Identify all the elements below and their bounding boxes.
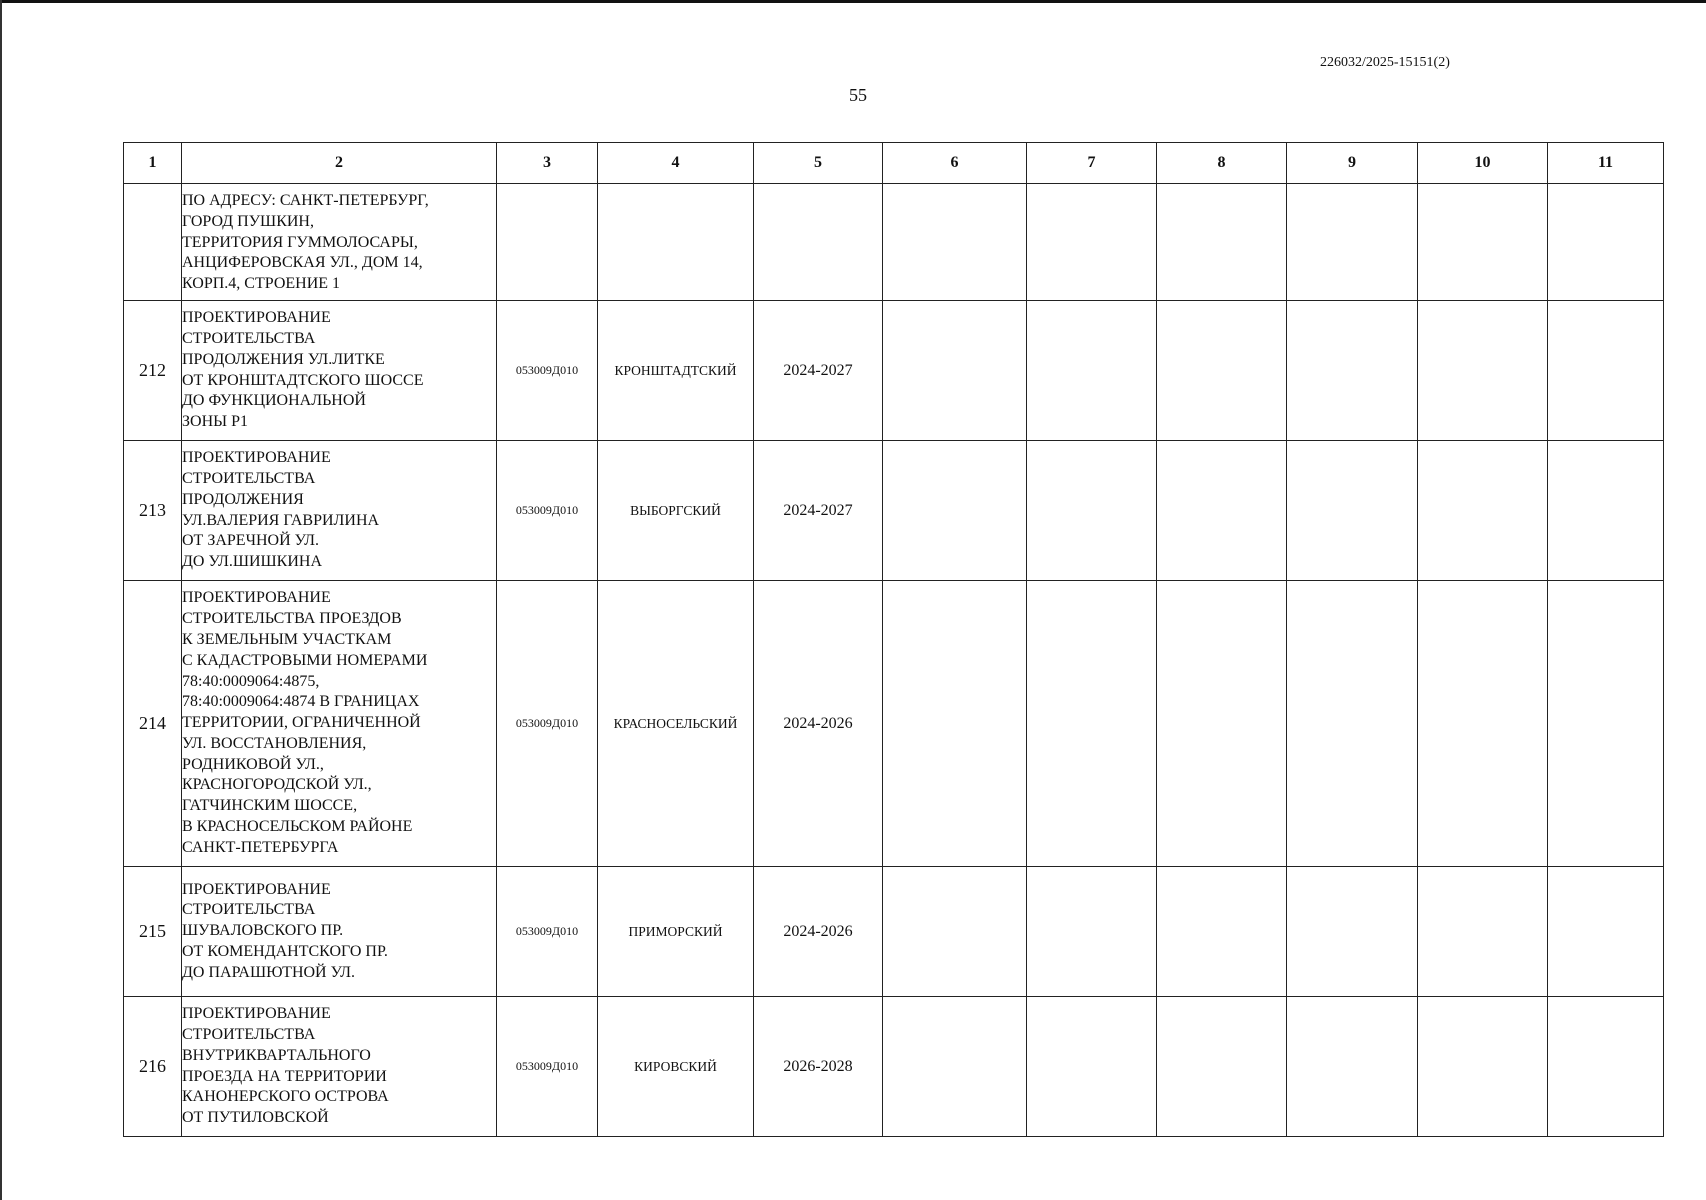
row-number [124, 184, 182, 301]
empty-cell [1157, 581, 1287, 867]
description-line: ВНУТРИКВАРТАЛЬНОГО [182, 1046, 371, 1064]
empty-cell [1548, 301, 1664, 441]
row-number: 216 [124, 997, 182, 1137]
empty-cell [1157, 441, 1287, 581]
description-line: КОРП.4, СТРОЕНИЕ 1 [182, 275, 341, 293]
empty-cell [883, 581, 1027, 867]
empty-cell [1418, 581, 1548, 867]
description-line: ПРОЕКТИРОВАНИЕ [182, 1005, 331, 1023]
row-period: 2024-2026 [754, 867, 883, 997]
description-line: ДО ФУНКЦИОНАЛЬНОЙ [182, 392, 366, 410]
empty-cell [1548, 184, 1664, 301]
empty-cell [1287, 867, 1418, 997]
row-description [182, 867, 497, 997]
empty-cell [1027, 997, 1157, 1137]
row-district: ПРИМОРСКИЙ [598, 867, 754, 997]
empty-cell [1027, 301, 1157, 441]
registry-table [123, 142, 1664, 1137]
description-line: ПРОЕКТИРОВАНИЕ [182, 880, 331, 898]
row-district: КРОНШТАДТСКИЙ [598, 301, 754, 441]
description-line: ПРОЕЗДА НА ТЕРРИТОРИИ [182, 1067, 387, 1085]
description-line: С КАДАСТРОВЫМИ НОМЕРАМИ [182, 651, 428, 669]
table-row [124, 997, 1664, 1137]
column-header: 3 [497, 143, 598, 184]
row-description [182, 581, 497, 867]
document-reference-number: 226032/2025-15151(2) [1320, 55, 1450, 70]
empty-cell [1027, 581, 1157, 867]
description-line: ТЕРРИТОРИЯ ГУММОЛОСАРЫ, [182, 233, 418, 251]
empty-cell [883, 867, 1027, 997]
column-header: 10 [1418, 143, 1548, 184]
description-line: ТЕРРИТОРИИ, ОГРАНИЧЕННОЙ [182, 714, 421, 732]
scan-edge-top [0, 0, 1706, 3]
description-line: СТРОИТЕЛЬСТВА [182, 329, 316, 347]
description-line: ГОРОД ПУШКИН, [182, 212, 314, 230]
column-header: 6 [883, 143, 1027, 184]
row-period: 2024-2027 [754, 301, 883, 441]
column-header: 9 [1287, 143, 1418, 184]
description-line: ПО АДРЕСУ: САНКТ-ПЕТЕРБУРГ, [182, 192, 429, 209]
empty-cell [1157, 867, 1287, 997]
row-description [182, 997, 497, 1137]
row-district: КРАСНОСЕЛЬСКИЙ [598, 581, 754, 867]
table-row [124, 867, 1664, 997]
column-header: 7 [1027, 143, 1157, 184]
row-code: 053009Д010 [497, 581, 598, 867]
row-description [182, 441, 497, 581]
empty-cell [1418, 997, 1548, 1137]
empty-cell [1418, 301, 1548, 441]
description-line: ШУВАЛОВСКОГО ПР. [182, 922, 344, 940]
empty-cell [1418, 441, 1548, 581]
description-line: УЛ.ВАЛЕРИЯ ГАВРИЛИНА [182, 511, 380, 529]
scan-edge-left [0, 0, 2, 1200]
empty-cell [1287, 441, 1418, 581]
empty-cell [883, 184, 1027, 301]
row-code [497, 184, 598, 301]
row-number: 212 [124, 301, 182, 441]
description-line: ОТ КРОНШТАДТСКОГО ШОССЕ [182, 371, 424, 389]
empty-cell [1287, 581, 1418, 867]
description-line: ПРОЕКТИРОВАНИЕ [182, 309, 331, 327]
column-header: 8 [1157, 143, 1287, 184]
empty-cell [1418, 184, 1548, 301]
description-line: В КРАСНОСЕЛЬСКОМ РАЙОНЕ [182, 818, 413, 836]
description-line: СТРОИТЕЛЬСТВА [182, 469, 316, 487]
description-line: ПРОЕКТИРОВАНИЕ [182, 589, 331, 607]
row-description [182, 184, 497, 301]
row-description [182, 301, 497, 441]
empty-cell [1548, 867, 1664, 997]
row-district: КИРОВСКИЙ [598, 997, 754, 1137]
table-row [124, 301, 1664, 441]
empty-cell [1157, 301, 1287, 441]
table-row [124, 441, 1664, 581]
row-district: ВЫБОРГСКИЙ [598, 441, 754, 581]
empty-cell [1548, 581, 1664, 867]
description-line: 78:40:0009064:4874 В ГРАНИЦАХ [182, 693, 420, 711]
empty-cell [883, 301, 1027, 441]
column-header: 4 [598, 143, 754, 184]
empty-cell [1548, 997, 1664, 1137]
description-line: К ЗЕМЕЛЬНЫМ УЧАСТКАМ [182, 630, 392, 648]
description-line: САНКТ-ПЕТЕРБУРГА [182, 838, 339, 856]
empty-cell [1287, 997, 1418, 1137]
table-row [124, 581, 1664, 867]
row-period: 2024-2026 [754, 581, 883, 867]
description-line: ГАТЧИНСКИМ ШОССЕ, [182, 797, 358, 815]
row-code: 053009Д010 [497, 867, 598, 997]
page-number: 55 [849, 85, 867, 105]
empty-cell [883, 997, 1027, 1137]
empty-cell [1287, 184, 1418, 301]
empty-cell [1548, 441, 1664, 581]
empty-cell [1027, 441, 1157, 581]
description-line: ПРОДОЛЖЕНИЯ [182, 490, 304, 508]
description-line: ПРОЕКТИРОВАНИЕ [182, 449, 331, 467]
empty-cell [1027, 867, 1157, 997]
row-number: 215 [124, 867, 182, 997]
empty-cell [1418, 867, 1548, 997]
description-line: АНЦИФЕРОВСКАЯ УЛ., ДОМ 14, [182, 254, 423, 272]
column-header: 5 [754, 143, 883, 184]
description-line: РОДНИКОВОЙ УЛ., [182, 755, 324, 773]
column-header: 11 [1548, 143, 1664, 184]
table-row [124, 184, 1664, 301]
row-number: 214 [124, 581, 182, 867]
description-line: ОТ КОМЕНДАНТСКОГО ПР. [182, 942, 388, 960]
description-line: СТРОИТЕЛЬСТВА [182, 1025, 316, 1043]
description-line: ЗОНЫ Р1 [182, 413, 248, 431]
description-line: 78:40:0009064:4875, [182, 672, 320, 690]
row-period: 2024-2027 [754, 441, 883, 581]
empty-cell [883, 441, 1027, 581]
empty-cell [1157, 184, 1287, 301]
table-header-row [124, 143, 1664, 184]
empty-cell [1287, 301, 1418, 441]
row-number: 213 [124, 441, 182, 581]
row-code: 053009Д010 [497, 441, 598, 581]
column-header: 1 [124, 143, 182, 184]
description-line: ОТ ПУТИЛОВСКОЙ [182, 1109, 329, 1127]
description-line: ПРОДОЛЖЕНИЯ УЛ.ЛИТКЕ [182, 350, 385, 368]
column-header: 2 [182, 143, 497, 184]
description-line: УЛ. ВОССТАНОВЛЕНИЯ, [182, 734, 367, 752]
row-code: 053009Д010 [497, 997, 598, 1137]
row-district [598, 184, 754, 301]
description-line: КРАСНОГОРОДСКОЙ УЛ., [182, 776, 372, 794]
row-period [754, 184, 883, 301]
description-line: ДО УЛ.ШИШКИНА [182, 553, 323, 571]
empty-cell [1027, 184, 1157, 301]
description-line: ДО ПАРАШЮТНОЙ УЛ. [182, 963, 355, 981]
description-line: КАНОНЕРСКОГО ОСТРОВА [182, 1088, 389, 1106]
description-line: ОТ ЗАРЕЧНОЙ УЛ. [182, 532, 320, 550]
description-line: СТРОИТЕЛЬСТВА ПРОЕЗДОВ [182, 610, 402, 628]
description-line: СТРОИТЕЛЬСТВА [182, 901, 316, 919]
empty-cell [1157, 997, 1287, 1137]
row-period: 2026-2028 [754, 997, 883, 1137]
row-code: 053009Д010 [497, 301, 598, 441]
